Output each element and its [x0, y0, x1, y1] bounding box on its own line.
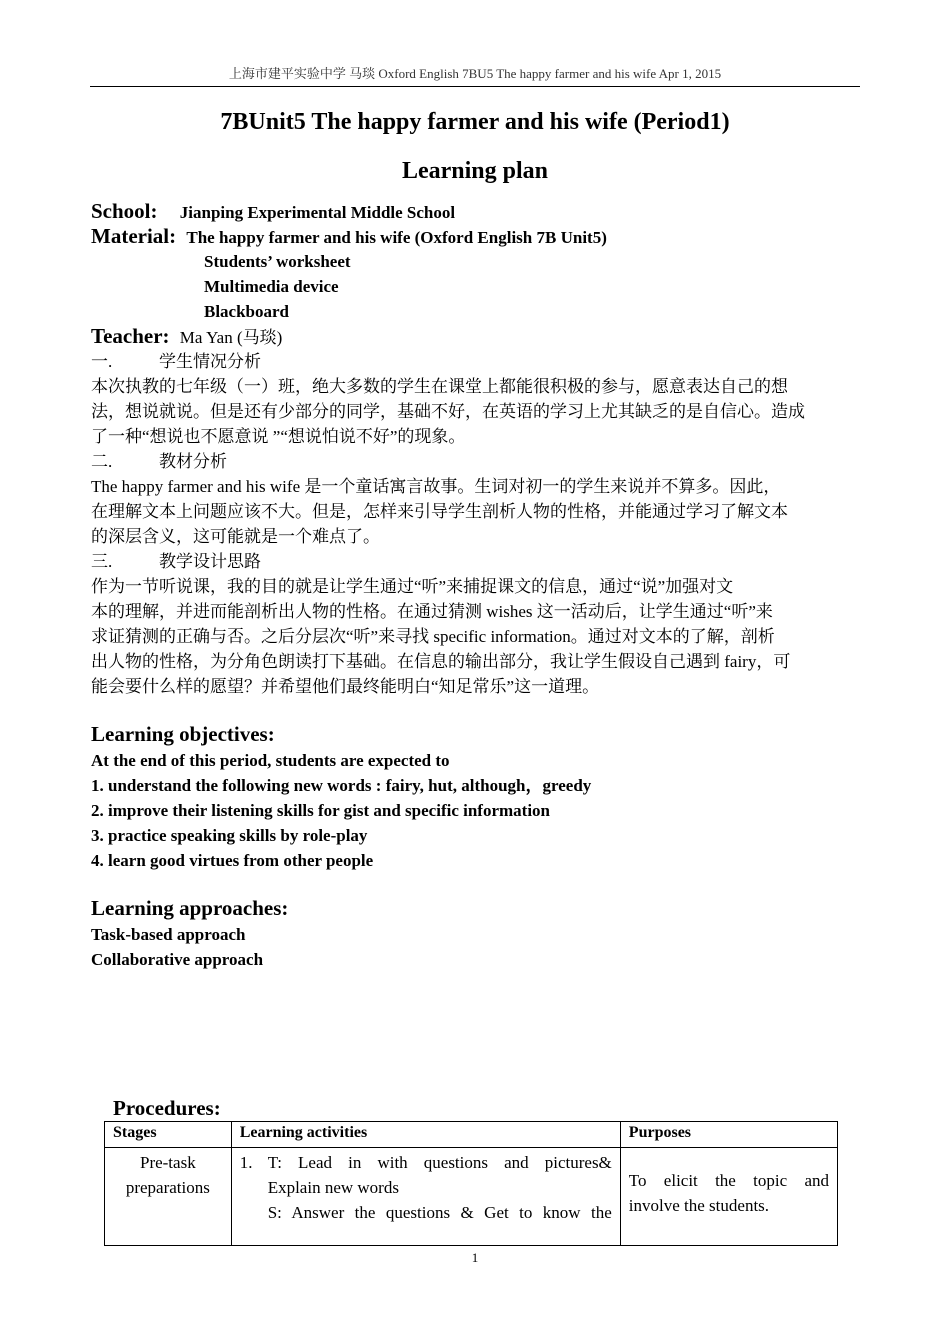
material-item: The happy farmer and his wife (Oxford English 7B Unit5)	[186, 228, 607, 247]
objective-item: 3. practice speaking skills by role-play	[91, 826, 368, 845]
school-row	[91, 199, 455, 225]
activity-item	[240, 1150, 612, 1225]
section-title: 学生情况分析	[159, 352, 261, 371]
text-line: 作为一节听说课，我的目的就是让学生通过“听”来捕捉课文的信息，通过“说”加强对文	[91, 577, 734, 596]
procedures-table	[104, 1121, 838, 1246]
page-header: 上海市建平实验中学 马琰 Oxford English 7BU5 The happy farmer and his wife Apr 1, 2015	[90, 62, 860, 87]
purpose-cell: To elicit the topic and involve the students.	[620, 1148, 837, 1246]
teacher-row	[91, 324, 282, 350]
table-header-row	[105, 1122, 838, 1148]
section-number: 三.	[91, 552, 113, 571]
school-label: School:	[91, 199, 158, 223]
text-line: 法，想说就说。但是还有少部分的同学，基础不好，在英语的学习上尤其缺乏的是自信心。造成	[91, 402, 805, 421]
document-subtitle: Learning plan	[401, 158, 549, 184]
teacher-label: Teacher:	[91, 324, 170, 348]
text-line: 本次执教的七年级（一）班，绝大多数的学生在课堂上都能很积极的参与，愿意表达自己的想	[91, 377, 788, 396]
text-line: 本的理解，并进而能剖析出人物的性格。在通过猜测 wishes 这一活动后，让学生通过“听”来	[91, 602, 773, 621]
activity-cell	[231, 1148, 620, 1246]
section-title: 教材分析	[159, 452, 227, 471]
stage-cell	[105, 1148, 232, 1246]
objectives-list	[91, 748, 591, 873]
objectives-intro: At the end of this period, students are expected to	[91, 751, 450, 770]
material-row	[91, 224, 607, 250]
approach-item: Task-based approach	[91, 925, 246, 944]
material-item: Multimedia device	[204, 277, 339, 296]
stage-line: Pre-task	[139, 1153, 196, 1172]
section-number: 一.	[91, 352, 113, 371]
approaches-heading: Learning approaches:	[91, 896, 289, 920]
text-line: 能会要什么样的愿望？并希望他们最终能明白“知足常乐”这一道理。	[91, 677, 600, 696]
approaches-list	[91, 922, 263, 972]
text-line: 的深层含义，这可能就是一个难点了。	[91, 527, 380, 546]
section-text	[91, 374, 861, 449]
activity-line: Explain new words	[267, 1178, 399, 1197]
objectives-heading: Learning objectives:	[91, 722, 275, 746]
text-line: 了一种“想说也不愿意说 ”“想说怕说不好”的现象。	[91, 427, 466, 446]
procedures-heading: Procedures:	[113, 1096, 221, 1120]
stage-line: preparations	[125, 1178, 210, 1197]
objective-item: 2. improve their listening skills for gist and specific information	[91, 801, 551, 820]
table-row	[105, 1148, 838, 1246]
text-line: 出人物的性格，为分角色朗读打下基础。在信息的输出部分，我让学生假设自己遇到 fairy，可	[91, 652, 791, 671]
school-value: Jianping Experimental Middle School	[179, 203, 456, 222]
text-line: 在理解文本上问题应该不大。但是，怎样来引导学生剖析人物的性格，并能通过学习了解文本	[91, 502, 788, 521]
section-title: 教学设计思路	[159, 552, 261, 571]
section-number: 二.	[91, 452, 113, 471]
approach-item: Collaborative approach	[91, 950, 264, 969]
teacher-value: Ma Yan (马琰)	[179, 328, 283, 347]
section-heading	[91, 349, 261, 374]
section-heading	[91, 549, 261, 574]
section-heading	[91, 449, 227, 474]
activity-number: 1.	[239, 1153, 253, 1172]
document-title: 7BUnit5 The happy farmer and his wife (Period1)	[220, 109, 730, 135]
page-number: 1	[471, 1250, 479, 1265]
activity-line: S: Answer the questions & Get to know the	[267, 1203, 612, 1222]
objective-item: 4. learn good virtues from other people	[91, 851, 374, 870]
material-item: Blackboard	[204, 302, 290, 321]
material-item: Students’ worksheet	[204, 252, 351, 271]
section-text	[91, 474, 861, 549]
objective-item: 1. understand the following new words : fairy, hut, although，greedy	[91, 776, 592, 795]
text-line: 求证猜测的正确与否。之后分层次“听”来寻找 specific information。通过对文本的了解，剖析	[91, 627, 775, 646]
activity-line: T: Lead in with questions and pictures&	[267, 1153, 612, 1172]
column-header-purposes: Purposes	[620, 1122, 837, 1148]
text-line: The happy farmer and his wife 是一个童话寓言故事。生词对初一的学生来说并不算多。因此，	[91, 477, 781, 496]
column-header-activities: Learning activities	[231, 1122, 620, 1148]
material-label: Material:	[91, 224, 177, 248]
section-text	[91, 574, 861, 699]
column-header-stages: Stages	[105, 1122, 232, 1148]
